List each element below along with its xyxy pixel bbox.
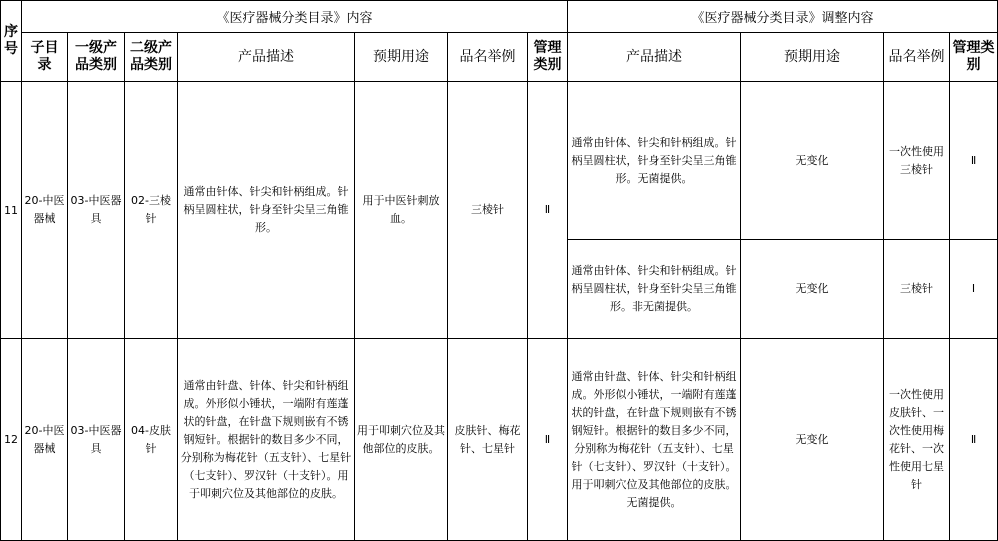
header-level1: 一级产品类别: [68, 33, 125, 82]
row-description: 通常由针体、针尖和针柄组成。针柄呈圆柱状，针身至针尖呈三角锥形。: [178, 82, 355, 339]
adj-description: 通常由针体、针尖和针柄组成。针柄呈圆柱状，针身至针尖呈三角锥形。非无菌提供。: [568, 240, 741, 339]
adj-intended-use: 无变化: [741, 339, 884, 541]
header-adj-intended-use: 预期用途: [741, 33, 884, 82]
adj-mgmt-class: Ⅱ: [950, 339, 998, 541]
header-mgmt-class: 管理类别: [528, 33, 568, 82]
header-group-original: 《医疗器械分类目录》内容: [22, 1, 568, 33]
header-adj-description: 产品描述: [568, 33, 741, 82]
adj-intended-use: 无变化: [741, 82, 884, 240]
table-row: [1, 339, 998, 541]
header-level2: 二级产品类别: [125, 33, 178, 82]
row-description: 通常由针盘、针体、针尖和针柄组成。外形似小锤状，一端附有莲蓬状的针盘，在针盘下规则嵌有不锈钢短针。根据针的数目多少不同，分别称为梅花针（五支针）、七星针（七支针）、罗汉针（十支针）。用于叩刺穴位及其他部位的皮肤。: [178, 339, 355, 541]
header-examples: 品名举例: [448, 33, 528, 82]
row-level1: 03-中医器具: [68, 339, 125, 541]
row-sub-catalog: 20-中医器械: [22, 339, 68, 541]
header-adj-examples: 品名举例: [884, 33, 950, 82]
adj-examples: 一次性使用三棱针: [884, 82, 950, 240]
header-intended-use: 预期用途: [355, 33, 448, 82]
row-mgmt-class: Ⅱ: [528, 82, 568, 339]
row-sub-catalog: 20-中医器械: [22, 82, 68, 339]
header-group-adjusted: 《医疗器械分类目录》调整内容: [568, 1, 998, 33]
row-seq: 12: [1, 339, 22, 541]
adj-examples: 一次性使用皮肤针、一次性使用梅花针、一次性使用七星针: [884, 339, 950, 541]
adj-description: 通常由针体、针尖和针柄组成。针柄呈圆柱状，针身至针尖呈三角锥形。无菌提供。: [568, 82, 741, 240]
adj-mgmt-class: Ⅰ: [950, 240, 998, 339]
table-row: [1, 82, 998, 240]
row-examples: 皮肤针、梅花针、七星针: [448, 339, 528, 541]
row-level1: 03-中医器具: [68, 82, 125, 339]
row-level2: 02-三棱针: [125, 82, 178, 339]
header-seq: 序号: [1, 1, 22, 82]
adj-examples: 三棱针: [884, 240, 950, 339]
row-examples: 三棱针: [448, 82, 528, 339]
header-sub-catalog: 子目录: [22, 33, 68, 82]
row-level2: 04-皮肤针: [125, 339, 178, 541]
header-description: 产品描述: [178, 33, 355, 82]
adj-description: 通常由针盘、针体、针尖和针柄组成。外形似小锤状，一端附有莲蓬状的针盘，在针盘下规则嵌有不锈钢短针。根据针的数目多少不同，分别称为梅花针（五支针）、七星针（七支针）、罗汉针（十支针）。用于叩刺穴位及其他部位的皮肤。无菌提供。: [568, 339, 741, 541]
row-mgmt-class: Ⅱ: [528, 339, 568, 541]
header-adj-mgmt-class: 管理类别: [950, 33, 998, 82]
adj-mgmt-class: Ⅱ: [950, 82, 998, 240]
row-seq: 11: [1, 82, 22, 339]
row-intended-use: 用于中医针刺放血。: [355, 82, 448, 339]
row-intended-use: 用于叩刺穴位及其他部位的皮肤。: [355, 339, 448, 541]
adj-intended-use: 无变化: [741, 240, 884, 339]
